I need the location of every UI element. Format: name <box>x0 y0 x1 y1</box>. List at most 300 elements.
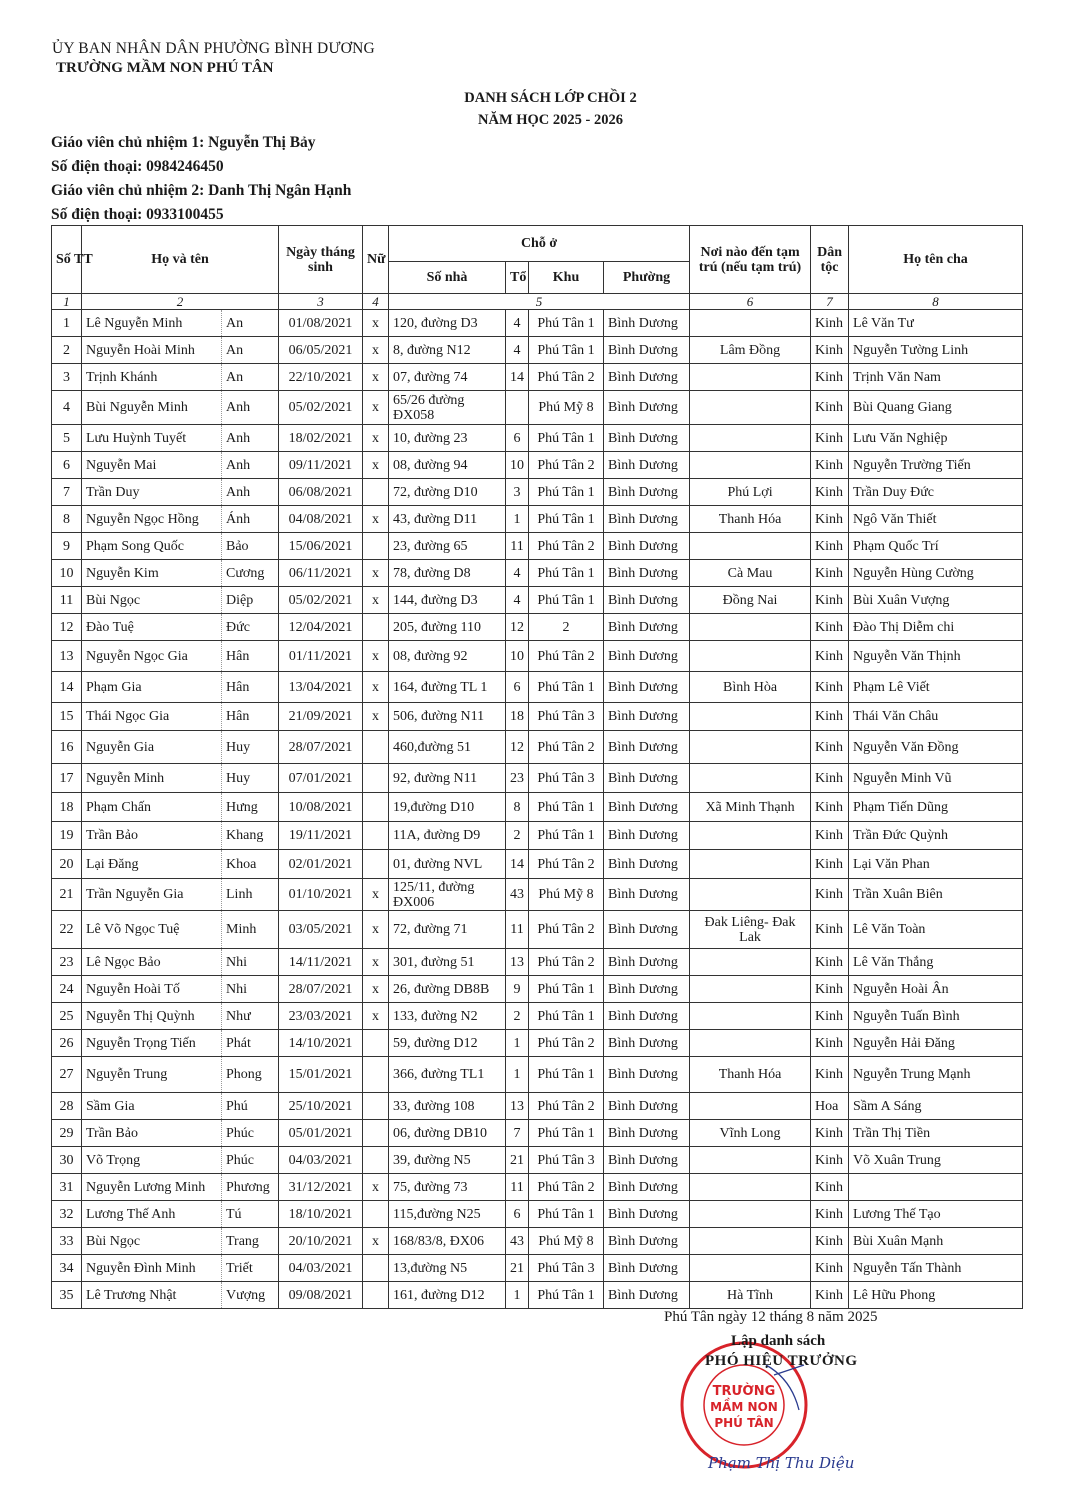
given-name: Khang <box>222 822 279 850</box>
ethnicity: Kinh <box>811 1147 849 1174</box>
ethnicity: Kinh <box>811 425 849 452</box>
header-name: Họ và tên <box>82 226 279 294</box>
origin-place <box>690 425 811 452</box>
ethnicity: Kinh <box>811 850 849 879</box>
ward-name: Bình Dương <box>604 1030 690 1057</box>
female-mark <box>363 1201 389 1228</box>
given-name: An <box>222 310 279 337</box>
father-name: Nguyễn Hải Đăng <box>849 1030 1023 1057</box>
row-number: 23 <box>52 949 82 976</box>
group-number: 23 <box>506 764 529 793</box>
ward-name: Bình Dương <box>604 976 690 1003</box>
row-number: 28 <box>52 1093 82 1120</box>
row-number: 18 <box>52 793 82 822</box>
table-row <box>52 452 1023 479</box>
group-number: 6 <box>506 1201 529 1228</box>
group-number: 11 <box>506 911 529 949</box>
table-row <box>52 764 1023 793</box>
ethnicity: Kinh <box>811 911 849 949</box>
area-name: Phú Tân 1 <box>529 1057 604 1093</box>
header-female: Nữ <box>363 226 389 294</box>
father-name: Bùi Quang Giang <box>849 391 1023 425</box>
date-of-birth: 18/02/2021 <box>279 425 363 452</box>
ward-name: Bình Dương <box>604 703 690 731</box>
date-of-birth: 06/05/2021 <box>279 337 363 364</box>
ward-name: Bình Dương <box>604 850 690 879</box>
ward-name: Bình Dương <box>604 1174 690 1201</box>
date-of-birth: 15/01/2021 <box>279 1057 363 1093</box>
father-name: Lương Thế Tạo <box>849 1201 1023 1228</box>
group-number: 8 <box>506 793 529 822</box>
column-index: 6 <box>690 294 811 310</box>
origin-place <box>690 949 811 976</box>
origin-place <box>690 850 811 879</box>
ethnicity: Hoa <box>811 1093 849 1120</box>
house-address: 164, đường TL 1 <box>389 672 506 703</box>
date-of-birth: 05/02/2021 <box>279 391 363 425</box>
given-name: Phúc <box>222 1147 279 1174</box>
last-middle-name: Sầm Gia <box>82 1093 222 1120</box>
last-middle-name: Thái Ngọc Gia <box>82 703 222 731</box>
origin-place <box>690 533 811 560</box>
father-name: Nguyễn Trung Mạnh <box>849 1057 1023 1093</box>
last-middle-name: Đào Tuệ <box>82 614 222 641</box>
origin-place <box>690 614 811 641</box>
ethnicity: Kinh <box>811 1030 849 1057</box>
date-of-birth: 23/03/2021 <box>279 1003 363 1030</box>
ethnicity: Kinh <box>811 337 849 364</box>
house-address: 65/26 đường ĐX058 <box>389 391 506 425</box>
teacher-2-phone: Số điện thoại: 0933100455 <box>51 206 224 223</box>
ward-name: Bình Dương <box>604 337 690 364</box>
table-row <box>52 1093 1023 1120</box>
group-number: 7 <box>506 1120 529 1147</box>
date-of-birth: 31/12/2021 <box>279 1174 363 1201</box>
column-index: 7 <box>811 294 849 310</box>
female-mark <box>363 533 389 560</box>
female-mark: x <box>363 672 389 703</box>
area-name: Phú Tân 2 <box>529 911 604 949</box>
house-address: 08, đường 92 <box>389 641 506 672</box>
signer-role: PHÓ HIỆU TRƯỞNG <box>705 1353 858 1369</box>
ethnicity: Kinh <box>811 1003 849 1030</box>
last-middle-name: Trần Duy <box>82 479 222 506</box>
table-row <box>52 949 1023 976</box>
row-number: 12 <box>52 614 82 641</box>
father-name: Lê Văn Tư <box>849 310 1023 337</box>
group-number: 9 <box>506 976 529 1003</box>
prepared-by-label: Lập danh sách <box>731 1333 826 1349</box>
ethnicity: Kinh <box>811 506 849 533</box>
ethnicity: Kinh <box>811 310 849 337</box>
header-ethnic: Dân tộc <box>811 226 849 294</box>
row-number: 6 <box>52 452 82 479</box>
given-name: Hân <box>222 641 279 672</box>
ethnicity: Kinh <box>811 672 849 703</box>
origin-place: Bình Hòa <box>690 672 811 703</box>
teacher-1: Giáo viên chủ nhiệm 1: Nguyễn Thị Bảy <box>51 134 316 151</box>
table-row <box>52 479 1023 506</box>
ethnicity: Kinh <box>811 641 849 672</box>
last-middle-name: Nguyễn Minh <box>82 764 222 793</box>
female-mark <box>363 1093 389 1120</box>
house-address: 301, đường 51 <box>389 949 506 976</box>
stamp-text-line: MẦM NON <box>710 1400 778 1414</box>
origin-place <box>690 879 811 911</box>
table-row <box>52 506 1023 533</box>
row-number: 22 <box>52 911 82 949</box>
last-middle-name: Lê Nguyễn Minh <box>82 310 222 337</box>
header-area: Khu <box>529 262 604 294</box>
house-address: 8, đường N12 <box>389 337 506 364</box>
father-name: Sầm A Sáng <box>849 1093 1023 1120</box>
ethnicity: Kinh <box>811 1255 849 1282</box>
stamp-text-line: PHÚ TÂN <box>714 1416 774 1430</box>
father-name: Nguyễn Hoài Ân <box>849 976 1023 1003</box>
female-mark: x <box>363 949 389 976</box>
house-address: 01, đường NVL <box>389 850 506 879</box>
ethnicity: Kinh <box>811 731 849 764</box>
date-of-birth: 07/01/2021 <box>279 764 363 793</box>
date-of-birth: 04/08/2021 <box>279 506 363 533</box>
ethnicity: Kinh <box>811 479 849 506</box>
ethnicity: Kinh <box>811 976 849 1003</box>
ward-name: Bình Dương <box>604 1282 690 1309</box>
row-number: 16 <box>52 731 82 764</box>
ethnicity: Kinh <box>811 949 849 976</box>
given-name: Đức <box>222 614 279 641</box>
last-middle-name: Nguyễn Ngọc Hồng <box>82 506 222 533</box>
group-number <box>506 391 529 425</box>
house-address: 07, đường 74 <box>389 364 506 391</box>
date-of-birth: 01/11/2021 <box>279 641 363 672</box>
teacher-1-phone: Số điện thoại: 0984246450 <box>51 158 224 175</box>
female-mark: x <box>363 641 389 672</box>
table-row <box>52 1003 1023 1030</box>
group-number: 12 <box>506 614 529 641</box>
row-number: 31 <box>52 1174 82 1201</box>
female-mark <box>363 1255 389 1282</box>
house-address: 59, đường D12 <box>389 1030 506 1057</box>
date-of-birth: 13/04/2021 <box>279 672 363 703</box>
group-number: 1 <box>506 506 529 533</box>
header-origin: Nơi nào đến tạm trú (nếu tạm trú) <box>690 226 811 294</box>
ward-name: Bình Dương <box>604 822 690 850</box>
father-name: Nguyễn Tuấn Bình <box>849 1003 1023 1030</box>
table-row <box>52 641 1023 672</box>
given-name: Khoa <box>222 850 279 879</box>
given-name: Phú <box>222 1093 279 1120</box>
table-row <box>52 1120 1023 1147</box>
last-middle-name: Nguyễn Kim <box>82 560 222 587</box>
last-middle-name: Nguyễn Đình Minh <box>82 1255 222 1282</box>
last-middle-name: Nguyễn Mai <box>82 452 222 479</box>
father-name: Phạm Tiến Dũng <box>849 793 1023 822</box>
table-row <box>52 1057 1023 1093</box>
father-name: Lưu Văn Nghiệp <box>849 425 1023 452</box>
last-middle-name: Bùi Nguyễn Minh <box>82 391 222 425</box>
area-name: Phú Tân 2 <box>529 949 604 976</box>
last-middle-name: Lương Thế Anh <box>82 1201 222 1228</box>
origin-place <box>690 310 811 337</box>
area-name: Phú Tân 1 <box>529 425 604 452</box>
given-name: Anh <box>222 391 279 425</box>
table-row <box>52 337 1023 364</box>
father-name: Bùi Xuân Vượng <box>849 587 1023 614</box>
row-number: 25 <box>52 1003 82 1030</box>
father-name: Phạm Quốc Trí <box>849 533 1023 560</box>
last-middle-name: Trần Bảo <box>82 822 222 850</box>
ward-name: Bình Dương <box>604 452 690 479</box>
date-of-birth: 05/02/2021 <box>279 587 363 614</box>
area-name: Phú Tân 2 <box>529 1093 604 1120</box>
ethnicity: Kinh <box>811 560 849 587</box>
row-number: 13 <box>52 641 82 672</box>
ward-name: Bình Dương <box>604 1201 690 1228</box>
group-number: 4 <box>506 587 529 614</box>
ward-name: Bình Dương <box>604 560 690 587</box>
date-of-birth: 05/01/2021 <box>279 1120 363 1147</box>
table-row <box>52 614 1023 641</box>
ethnicity: Kinh <box>811 1201 849 1228</box>
group-number: 43 <box>506 879 529 911</box>
column-index: 1 <box>52 294 82 310</box>
origin-place: Hà Tĩnh <box>690 1282 811 1309</box>
row-number: 1 <box>52 310 82 337</box>
female-mark: x <box>363 364 389 391</box>
father-name: Nguyễn Văn Thịnh <box>849 641 1023 672</box>
area-name: Phú Tân 2 <box>529 850 604 879</box>
female-mark <box>363 1057 389 1093</box>
house-address: 205, đường 110 <box>389 614 506 641</box>
table-row <box>52 1282 1023 1309</box>
date-of-birth: 12/04/2021 <box>279 614 363 641</box>
row-number: 11 <box>52 587 82 614</box>
row-number: 29 <box>52 1120 82 1147</box>
roster-body <box>52 310 1023 1309</box>
ethnicity: Kinh <box>811 614 849 641</box>
origin-place <box>690 1255 811 1282</box>
father-name: Trần Xuân Biên <box>849 879 1023 911</box>
row-number: 32 <box>52 1201 82 1228</box>
ward-name: Bình Dương <box>604 310 690 337</box>
origin-place <box>690 703 811 731</box>
header-father: Họ tên cha <box>849 226 1023 294</box>
date-of-birth: 20/10/2021 <box>279 1228 363 1255</box>
ward-name: Bình Dương <box>604 614 690 641</box>
father-name: Nguyễn Minh Vũ <box>849 764 1023 793</box>
female-mark <box>363 822 389 850</box>
female-mark: x <box>363 560 389 587</box>
female-mark <box>363 479 389 506</box>
table-row <box>52 703 1023 731</box>
header-residence: Chỗ ở <box>389 226 690 262</box>
given-name: Phong <box>222 1057 279 1093</box>
date-of-birth: 28/07/2021 <box>279 976 363 1003</box>
last-middle-name: Nguyễn Trọng Tiến <box>82 1030 222 1057</box>
father-name: Thái Văn Châu <box>849 703 1023 731</box>
origin-place <box>690 976 811 1003</box>
date-of-birth: 21/09/2021 <box>279 703 363 731</box>
date-of-birth: 02/01/2021 <box>279 850 363 879</box>
house-address: 72, đường 71 <box>389 911 506 949</box>
ward-name: Bình Dương <box>604 731 690 764</box>
area-name: 2 <box>529 614 604 641</box>
last-middle-name: Nguyễn Trung <box>82 1057 222 1093</box>
group-number: 4 <box>506 337 529 364</box>
house-address: 11A, đường D9 <box>389 822 506 850</box>
last-middle-name: Bùi Ngọc <box>82 1228 222 1255</box>
father-name: Lê Hữu Phong <box>849 1282 1023 1309</box>
female-mark: x <box>363 310 389 337</box>
father-name: Trần Đức Quỳnh <box>849 822 1023 850</box>
table-row <box>52 731 1023 764</box>
origin-place <box>690 1030 811 1057</box>
ward-name: Bình Dương <box>604 641 690 672</box>
father-name <box>849 1174 1023 1201</box>
column-index: 4 <box>363 294 389 310</box>
house-address: 133, đường N2 <box>389 1003 506 1030</box>
origin-place: Lâm Đồng <box>690 337 811 364</box>
origin-place: Đak Liêng- Đak Lak <box>690 911 811 949</box>
ward-name: Bình Dương <box>604 949 690 976</box>
table-row <box>52 1030 1023 1057</box>
table-row <box>52 310 1023 337</box>
row-number: 3 <box>52 364 82 391</box>
document-title: DANH SÁCH LỚP CHỒI 2 <box>464 90 637 106</box>
last-middle-name: Lê Trương Nhật <box>82 1282 222 1309</box>
area-name: Phú Tân 3 <box>529 1147 604 1174</box>
table-row <box>52 672 1023 703</box>
female-mark: x <box>363 911 389 949</box>
ethnicity: Kinh <box>811 793 849 822</box>
group-number: 1 <box>506 1057 529 1093</box>
group-number: 10 <box>506 641 529 672</box>
group-number: 2 <box>506 1003 529 1030</box>
table-row <box>52 976 1023 1003</box>
given-name: Huy <box>222 764 279 793</box>
given-name: Cương <box>222 560 279 587</box>
ward-name: Bình Dương <box>604 1057 690 1093</box>
female-mark <box>363 731 389 764</box>
group-number: 21 <box>506 1255 529 1282</box>
given-name: Như <box>222 1003 279 1030</box>
female-mark: x <box>363 425 389 452</box>
column-index: 5 <box>389 294 690 310</box>
ward-name: Bình Dương <box>604 533 690 560</box>
origin-place <box>690 391 811 425</box>
house-address: 506, đường N11 <box>389 703 506 731</box>
house-address: 08, đường 94 <box>389 452 506 479</box>
area-name: Phú Tân 2 <box>529 1030 604 1057</box>
father-name: Võ Xuân Trung <box>849 1147 1023 1174</box>
female-mark: x <box>363 879 389 911</box>
ward-name: Bình Dương <box>604 1228 690 1255</box>
female-mark: x <box>363 506 389 533</box>
father-name: Lại Văn Phan <box>849 850 1023 879</box>
female-mark: x <box>363 587 389 614</box>
house-address: 75, đường 73 <box>389 1174 506 1201</box>
ward-name: Bình Dương <box>604 1120 690 1147</box>
ethnicity: Kinh <box>811 822 849 850</box>
area-name: Phú Mỹ 8 <box>529 1228 604 1255</box>
house-address: 10, đường 23 <box>389 425 506 452</box>
column-index: 2 <box>82 294 279 310</box>
last-middle-name: Nguyễn Ngọc Gia <box>82 641 222 672</box>
female-mark: x <box>363 1174 389 1201</box>
origin-place: Thanh Hóa <box>690 1057 811 1093</box>
given-name: Nhi <box>222 949 279 976</box>
female-mark <box>363 1282 389 1309</box>
header-house: Số nhà <box>389 262 506 294</box>
group-number: 4 <box>506 560 529 587</box>
house-address: 161, đường D12 <box>389 1282 506 1309</box>
class-roster-table <box>51 225 1023 1309</box>
group-number: 1 <box>506 1030 529 1057</box>
ward-name: Bình Dương <box>604 764 690 793</box>
origin-place: Thanh Hóa <box>690 506 811 533</box>
ethnicity: Kinh <box>811 452 849 479</box>
date-of-birth: 10/08/2021 <box>279 793 363 822</box>
ethnicity: Kinh <box>811 764 849 793</box>
given-name: Phương <box>222 1174 279 1201</box>
org-name: ỦY BAN NHÂN DÂN PHƯỜNG BÌNH DƯƠNG <box>52 40 375 57</box>
area-name: Phú Tân 1 <box>529 793 604 822</box>
date-of-birth: 01/08/2021 <box>279 310 363 337</box>
row-number: 30 <box>52 1147 82 1174</box>
father-name: Ngô Văn Thiết <box>849 506 1023 533</box>
last-middle-name: Trần Nguyễn Gia <box>82 879 222 911</box>
area-name: Phú Tân 1 <box>529 587 604 614</box>
table-row <box>52 391 1023 425</box>
last-middle-name: Nguyễn Gia <box>82 731 222 764</box>
area-name: Phú Tân 1 <box>529 310 604 337</box>
group-number: 14 <box>506 364 529 391</box>
table-row <box>52 364 1023 391</box>
area-name: Phú Tân 2 <box>529 1174 604 1201</box>
group-number: 11 <box>506 533 529 560</box>
date-of-birth: 19/11/2021 <box>279 822 363 850</box>
given-name: Trang <box>222 1228 279 1255</box>
ward-name: Bình Dương <box>604 879 690 911</box>
table-row <box>52 1255 1023 1282</box>
house-address: 366, đường TL1 <box>389 1057 506 1093</box>
given-name: Diệp <box>222 587 279 614</box>
area-name: Phú Tân 1 <box>529 1201 604 1228</box>
origin-place <box>690 452 811 479</box>
row-number: 26 <box>52 1030 82 1057</box>
header-group: Tổ <box>506 262 529 294</box>
last-middle-name: Trần Bảo <box>82 1120 222 1147</box>
given-name: Tú <box>222 1201 279 1228</box>
last-middle-name: Lại Đăng <box>82 850 222 879</box>
house-address: 72, đường D10 <box>389 479 506 506</box>
area-name: Phú Tân 1 <box>529 479 604 506</box>
father-name: Lê Văn Toàn <box>849 911 1023 949</box>
date-of-birth: 14/11/2021 <box>279 949 363 976</box>
row-number: 17 <box>52 764 82 793</box>
group-number: 43 <box>506 1228 529 1255</box>
origin-place: Xã Minh Thạnh <box>690 793 811 822</box>
area-name: Phú Tân 1 <box>529 1282 604 1309</box>
date-of-birth: 01/10/2021 <box>279 879 363 911</box>
given-name: Nhi <box>222 976 279 1003</box>
female-mark <box>363 614 389 641</box>
house-address: 43, đường D11 <box>389 506 506 533</box>
given-name: Anh <box>222 452 279 479</box>
last-middle-name: Nguyễn Lương Minh <box>82 1174 222 1201</box>
row-number: 5 <box>52 425 82 452</box>
